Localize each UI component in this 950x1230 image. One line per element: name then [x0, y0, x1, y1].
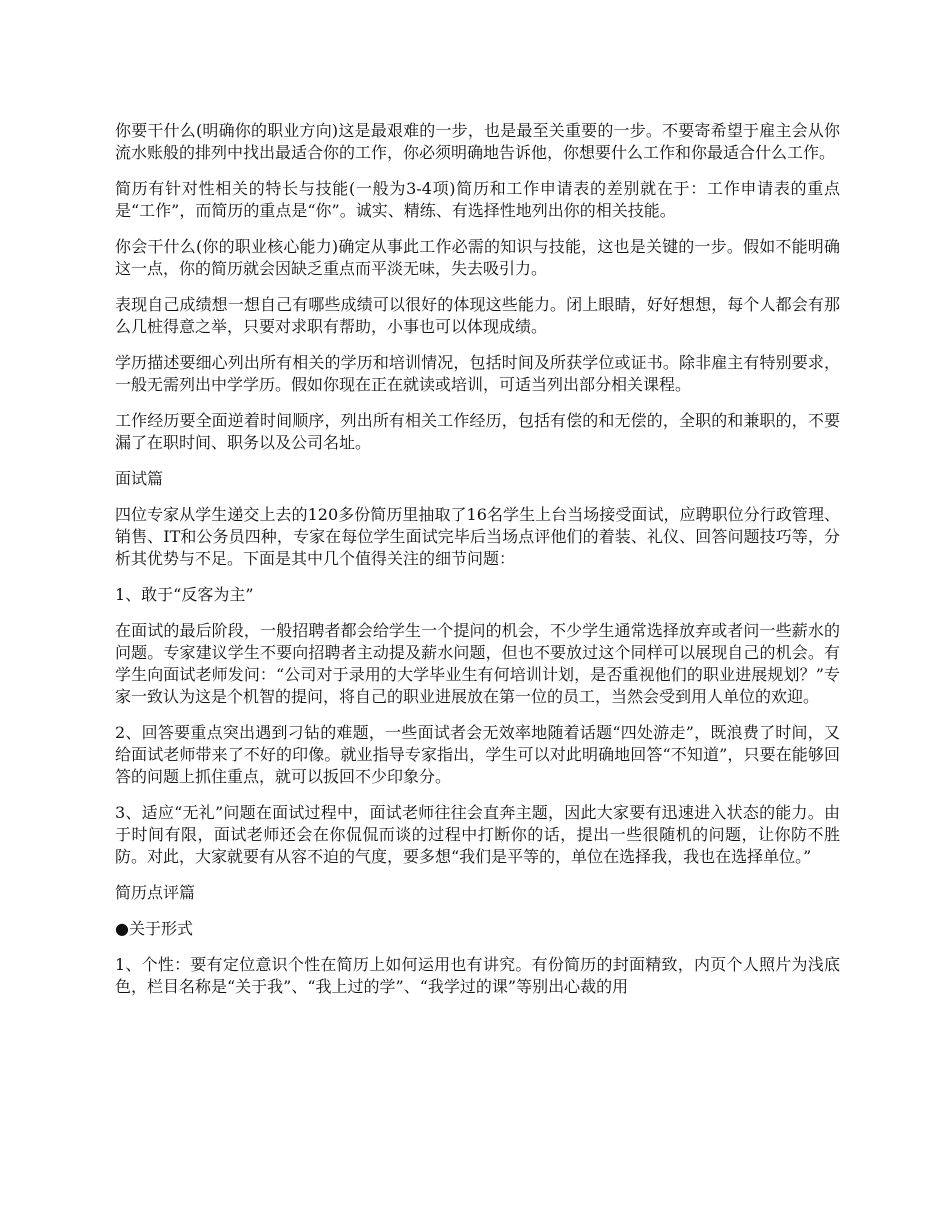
- section-heading-interview: 面试篇: [115, 469, 164, 488]
- paragraph-education: 学历描述要细心列出所有相关的学历和培训情况，包括时间及所获学位或证书。除非雇主有特别要求，一般无需列出中学学历。假如你现在正在就读或培训，可适当列出部分相关课程。: [115, 353, 840, 394]
- paragraph-personality: 1、个性：要有定位意识个性在简历上如何运用也有讲究。有份简历的封面精致，内页个人照片为浅底色，栏目名称是“关于我”、“我上过的学”、“我学过的课”等别出心裁的用: [115, 955, 840, 996]
- paragraph-interview-intro: 四位专家从学生递交上去的120多份简历里抽取了16名学生上台当场接受面试，应聘职位分行政管理、销售、IT和公务员四种，专家在每位学生面试完毕后当场点评他们的着装、礼仪、回答问题技巧等，分析其优势与不足。下面是其中几个值得关注的细节问题：: [115, 505, 840, 568]
- paragraph-focus-answers: 2、回答要重点突出遇到刁钻的难题，一些面试者会无效率地随着话题“四处游走”，既浪费了时间，又给面试老师带来了不好的印像。就业指导专家指出，学生可以对此明确地回答“不知道”，只要在能够回答的问题上抓住重点，就可以扳回不少印象分。: [115, 723, 840, 786]
- paragraph-skills: 简历有针对性相关的特长与技能(一般为3-4项)简历和工作申请表的差别就在于：工作申请表的重点是“工作”，而简历的重点是“你”。诚实、精练、有选择性地列出你的相关技能。: [115, 179, 840, 220]
- paragraph-core-ability: 你会干什么(你的职业核心能力)确定从事此工作必需的知识与技能，这也是关键的一步。假如不能明确这一点，你的简历就会因缺乏重点而平淡无味，失去吸引力。: [115, 237, 840, 278]
- section-heading-resume-review: 简历点评篇: [115, 883, 196, 902]
- paragraph-achievements: 表现自己成绩想一想自己有哪些成绩可以很好的体现这些能力。闭上眼睛，好好想想，每个人都会有那么几桩得意之举，只要对求职有帮助，小事也可以体现成绩。: [115, 295, 840, 336]
- paragraph-ask-questions: 在面试的最后阶段，一般招聘者都会给学生一个提问的机会，不少学生通常选择放弃或者问一些薪水的问题。专家建议学生不要向招聘者主动提及薪水问题，但也不要放过这个同样可以展现自己的机会。有学生向面试老师发问：“公司对于录用的大学毕业生有何培训计划，是否重视他们的职业进展规划？”专家一致认为这是个机智的提问，将自己的职业进展放在第一位的员工，当然会受到用人单位的欢迎。: [115, 621, 840, 706]
- paragraph-career-direction: 你要干什么(明确你的职业方向)这是最艰难的一步，也是最至关重要的一步。不要寄希望于雇主会从你流水账般的排列中找出最适合你的工作，你必须明确地告诉他，你想要什么工作和你最适合什么工作。: [115, 121, 840, 162]
- paragraph-work-experience: 工作经历要全面逆着时间顺序，列出所有相关工作经历，包括有偿的和无偿的，全职的和兼职的，不要漏了在职时间、职务以及公司名址。: [115, 411, 840, 452]
- document-body: [115, 120, 840, 1012]
- list-item-heading-1: 1、敢于“反客为主”: [115, 585, 254, 604]
- subsection-heading-format: ●关于形式: [115, 919, 193, 938]
- paragraph-rude-questions: 3、适应“无礼”问题在面试过程中，面试老师往往会直奔主题，因此大家要有迅速进入状态的能力。由于时间有限，面试老师还会在你侃侃而谈的过程中打断你的话，提出一些很随机的问题，让你防不胜防。对此，大家就要有从容不迫的气度，要多想“我们是平等的，单位在选择我，我也在选择单位。”: [115, 803, 840, 866]
